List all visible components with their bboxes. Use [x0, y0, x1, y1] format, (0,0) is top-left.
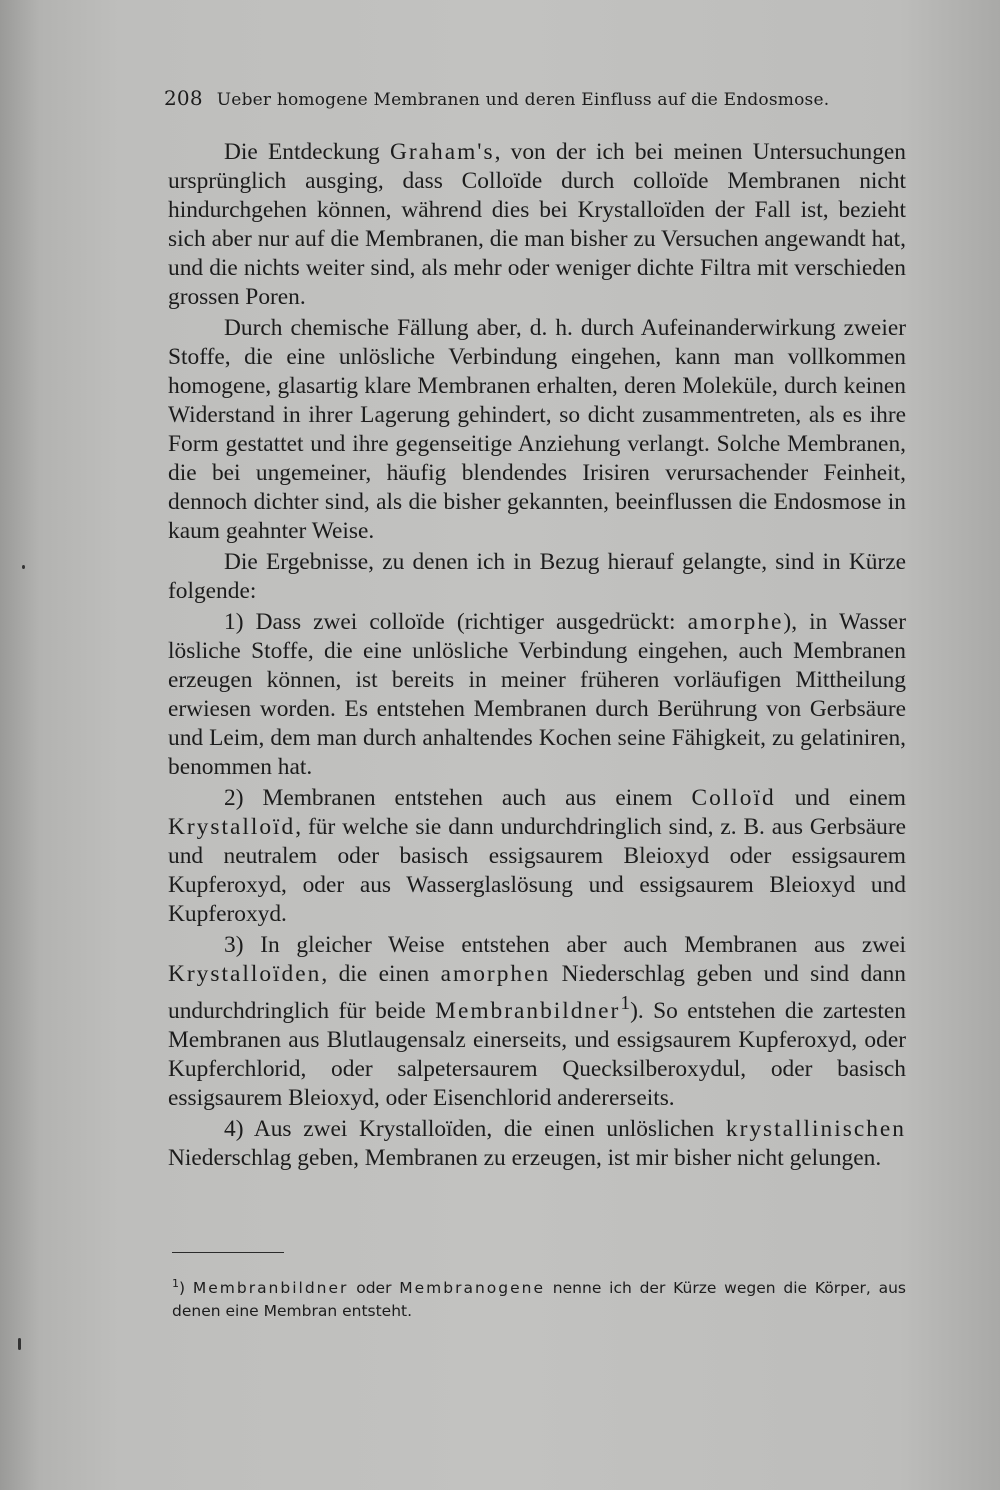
paragraph-1: [168, 138, 906, 312]
spaced-term: Membranbildner: [435, 997, 621, 1024]
text-run: 2) Membranen entstehen auch aus einem: [224, 785, 692, 811]
spaced-term: Colloïd: [691, 785, 776, 811]
paragraph-item-2: [168, 784, 906, 929]
spaced-term: krystallinischen: [725, 1115, 906, 1142]
text-run: Die Entdeckung: [224, 139, 390, 165]
text-run: , die einen: [321, 961, 441, 987]
body-text: [168, 138, 906, 1175]
text-run: ), in Wasser lösliche Stoffe, die eine unlösliche Verbindung eingehen, auch Membranen erzeugen können, ist bereits in meiner früheren vorläufigen Mittheilung erwiesen worden. Es entstehen Membranen durch Berührung von Gerbsäure und Leim, dem man durch anhaltendes Kochen seine Fähigkeit, zu gelatiniren, benommen hat.: [168, 609, 906, 780]
paragraph-item-3: [168, 931, 906, 1113]
spaced-term: Krystalloïden: [168, 961, 322, 987]
paragraph-2: Durch chemische Fällung aber, d. h. durch Aufeinanderwirkung zweier Stoffe, die eine unlösliche Verbindung eingehen, kann man vollkommen homogene, glasartig klare Membranen erhalten, deren Moleküle, durch keinen Widerstand in ihrer Lagerung gehindert, so dicht zusammentreten, als es ihre Form gestattet und ihre gegenseitige Anziehung verlangt. Solche Membranen, die bei ungemeiner, häufig blendendes Irisiren verursachender Feinheit, dennoch dichter sind, als die bisher gekannten, beeinflussen die Endosmose in kaum geahnter Weise.: [168, 315, 906, 544]
running-header: [164, 86, 864, 110]
paragraph-item-4: [168, 1115, 906, 1173]
text-run: , von der ich bei meinen Untersuchungen ursprünglich ausging, dass Colloïde durch colloïde Membranen nicht hindurchgehen können, während dies bei Krystalloïden der Fall ist, bezieht sich aber nur auf die Membranen, die man bisher zu Versuchen angewandt hat, und die nichts weiter sind, als mehr oder weniger dichte Filtra mit verschieden grossen Poren.: [168, 139, 906, 310]
text-run: 4) Aus zwei Krystalloïden, die einen unlöslichen: [224, 1115, 726, 1142]
page-number: 208: [164, 86, 203, 110]
text-run: , für welche sie dann undurchdringlich sind, z. B. aus Gerbsäure und neutralem oder basisch essigsaurem Bleioxyd oder essigsaurem Kupferoxyd, oder aus Wasserglaslösung und essigsaurem Bleioxyd und Kupferoxyd.: [168, 814, 906, 927]
spaced-term: Membranogene: [399, 1279, 546, 1298]
paragraph-3: Die Ergebnisse, zu denen ich in Bezug hierauf gelangte, sind in Kürze folgende:: [168, 549, 906, 604]
spaced-term: amorphen: [440, 961, 551, 987]
text-run: nenne ich der Kürze wegen die Körper, aus denen eine Membran entsteht.: [172, 1279, 906, 1321]
footnote-ref: 1: [620, 993, 631, 1014]
spaced-term: Krystalloïd: [168, 814, 296, 840]
spaced-name-graham: Graham's: [389, 139, 495, 165]
footnote: [172, 1272, 906, 1323]
footnote-rule: [172, 1252, 284, 1253]
text-run: ). So entstehen die zartesten Membranen aus Blutlaugensalz einerseits, und essigsaurem Kupferoxyd, oder Kupferchlorid, oder salpetersaurem Quecksilberoxydul, oder basisch essigsaurem Bleioxyd, oder Eisenchlorid andererseits.: [168, 997, 906, 1111]
text-run: ): [179, 1279, 193, 1298]
spaced-term: amorphe: [687, 609, 784, 635]
paragraph-item-1: [168, 608, 906, 782]
text-run: 1) Dass zwei colloïde (richtiger ausgedrückt:: [224, 609, 688, 635]
text-run: oder: [348, 1279, 400, 1298]
footnote-marker: 1: [172, 1277, 179, 1290]
scan-mark: [18, 1338, 21, 1350]
text-run: und einem: [775, 785, 907, 811]
text-run: Niederschlag geben und sind dann undurchdringlich für beide: [168, 961, 907, 1024]
text-run: 3) In gleicher Weise entstehen aber auch Membranen aus zwei: [224, 932, 906, 958]
scan-speck: [22, 565, 25, 569]
spaced-term: Membranbildner: [192, 1279, 349, 1298]
text-run: Niederschlag geben, Membranen zu erzeugen, ist mir bisher nicht gelungen.: [168, 1144, 882, 1171]
running-title: Ueber homogene Membranen und deren Einfluss auf die Endosmose.: [216, 90, 830, 110]
